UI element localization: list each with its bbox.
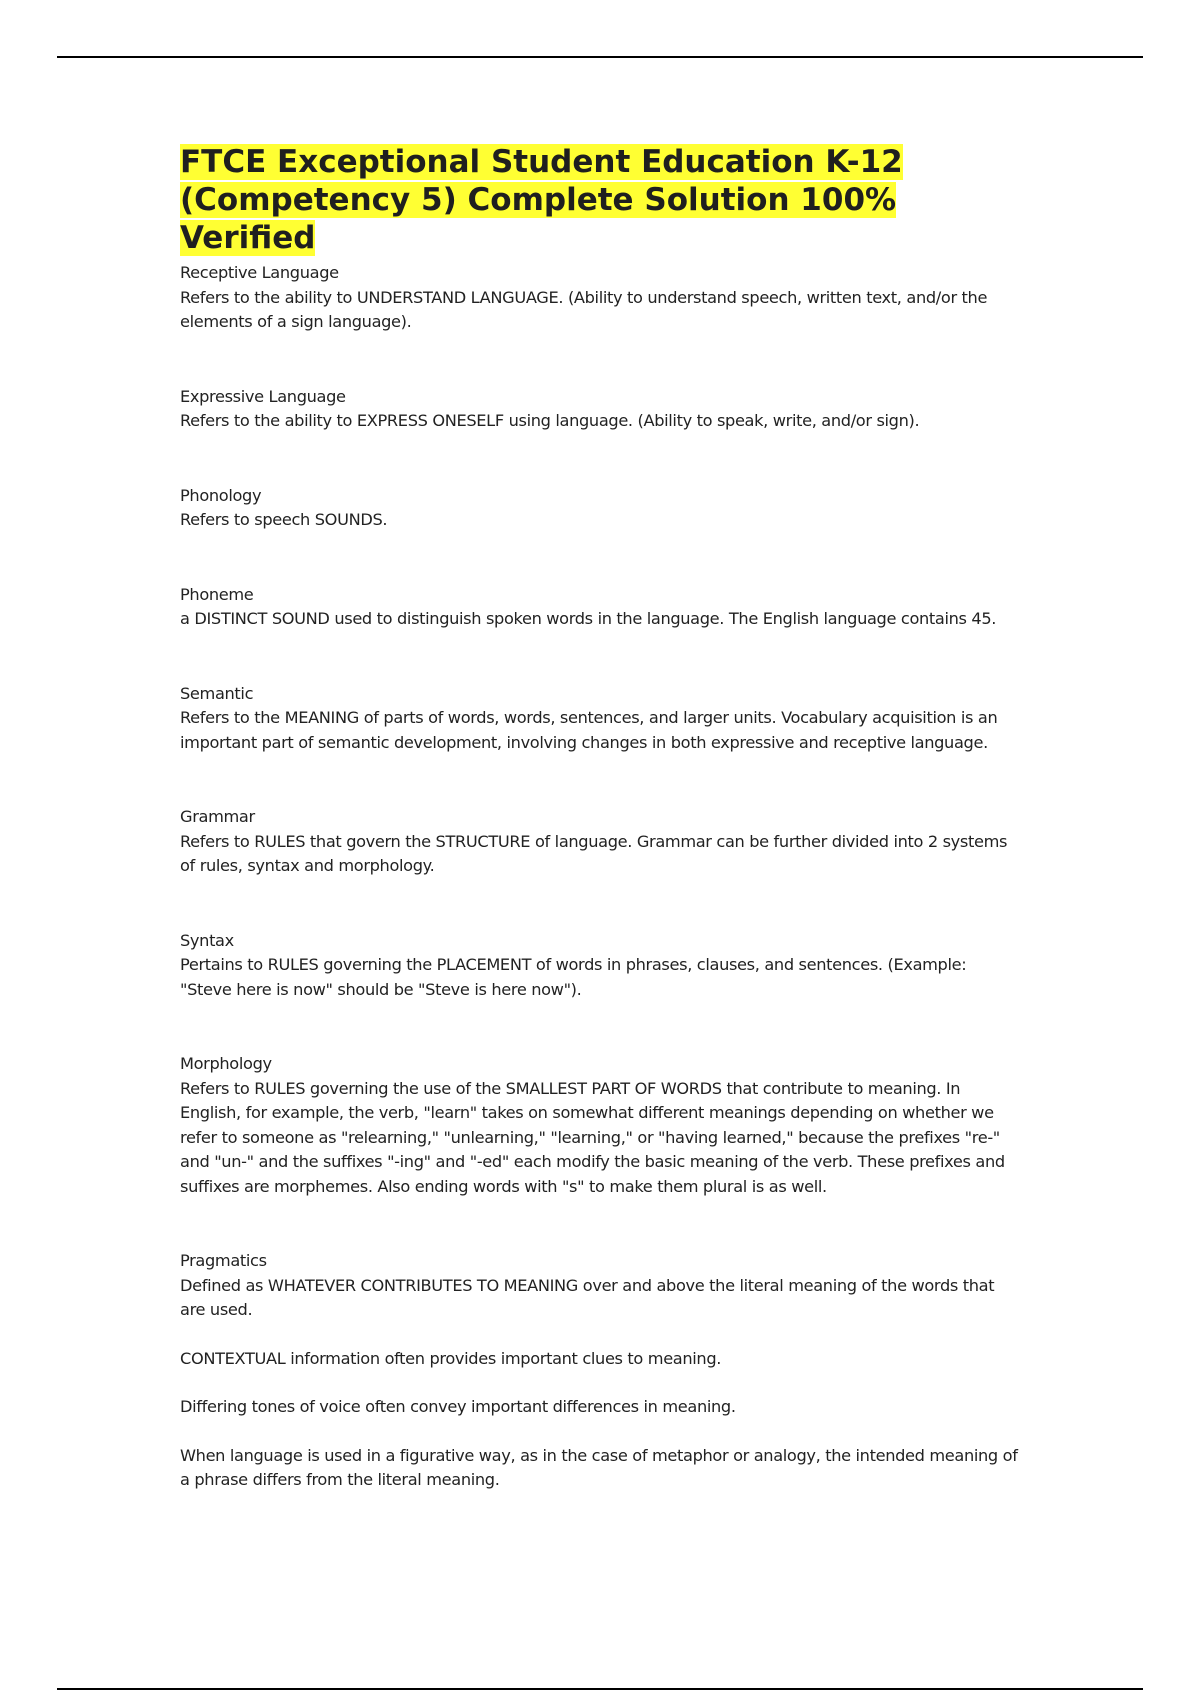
entry-term: Pragmatics: [180, 1251, 267, 1270]
definition-paragraph: Refers to RULES governing the use of the SMALLEST PART OF WORDS that contribute to meaning. In English, for example, the verb, "learn" takes on somewhat different meanings depending on whether we refer to someone as "relearning," "unlearning," "learning," or "having learned," because the prefixes "re-" and "un-" and the suffixes "-ing" and "-ed" each modify the basic meaning of the verb. These prefixes and suffixes are morphemes. Also ending words with "s" to make them plural is as well.: [180, 1078, 1005, 1196]
definition-paragraph: Refers to the ability to EXPRESS ONESELF using language. (Ability to speak, write, and/or sign).: [180, 411, 920, 430]
entry-definition: [180, 508, 1020, 533]
document-title: [180, 143, 1020, 257]
glossary-entry: [180, 261, 1020, 335]
glossary-entries: [180, 261, 1020, 1493]
entry-definition: [180, 409, 1020, 434]
definition-paragraph: Pertains to RULES governing the PLACEMENT of words in phrases, clauses, and sentences. (Example: "Steve here is now" should be "Steve is here now").: [180, 955, 967, 999]
title-highlight: FTCE Exceptional Student Education K-12 (Competency 5) Complete Solution 100% Verified: [180, 144, 903, 256]
definition-paragraph: a DISTINCT SOUND used to distinguish spoken words in the language. The English language contains 45.: [180, 609, 997, 628]
entry-term: Grammar: [180, 807, 255, 826]
definition-paragraph: When language is used in a figurative way, as in the case of metaphor or analogy, the intended meaning of a phrase differs from the literal meaning.: [180, 1445, 1018, 1489]
page-top-rule: [57, 56, 1143, 58]
glossary-entry: [180, 385, 1020, 434]
entry-definition: [180, 830, 1020, 879]
glossary-entry: [180, 484, 1020, 533]
glossary-entry: [180, 805, 1020, 879]
entry-term: Receptive Language: [180, 263, 339, 282]
entry-definition: [180, 1274, 1020, 1493]
glossary-entry: [180, 583, 1020, 632]
entry-term: Phonology: [180, 485, 262, 505]
entry-term: Phoneme: [180, 584, 254, 604]
entry-term: Syntax: [180, 930, 234, 950]
entry-definition: [180, 706, 1020, 755]
definition-paragraph: CONTEXTUAL information often provides important clues to meaning.: [180, 1348, 722, 1368]
definition-paragraph: Refers to RULES that govern the STRUCTURE of language. Grammar can be further divided into 2 systems of rules, syntax and morphology.: [180, 831, 1008, 875]
entry-term: Morphology: [180, 1054, 272, 1073]
entry-term: Expressive Language: [180, 386, 346, 406]
glossary-entry: [180, 682, 1020, 756]
entry-term: Semantic: [180, 683, 254, 703]
definition-paragraph: Refers to the MEANING of parts of words, words, sentences, and larger units. Vocabulary acquisition is an important part of semantic development, involving changes in both expressive and receptive language.: [180, 708, 998, 752]
glossary-entry: [180, 929, 1020, 1003]
document-body: [180, 143, 1020, 1493]
entry-definition: [180, 953, 1020, 1002]
page-bottom-rule: [57, 1688, 1143, 1690]
glossary-entry: [180, 1052, 1020, 1199]
definition-paragraph: Refers to the ability to UNDERSTAND LANGUAGE. (Ability to understand speech, written text, and/or the elements of a sign language).: [180, 287, 988, 331]
definition-paragraph: Differing tones of voice often convey important differences in meaning.: [180, 1397, 736, 1416]
definition-paragraph: Defined as WHATEVER CONTRIBUTES TO MEANING over and above the literal meaning of the words that are used.: [180, 1275, 995, 1319]
entry-definition: [180, 1077, 1020, 1200]
definition-paragraph: Refers to speech SOUNDS.: [180, 510, 388, 529]
entry-definition: [180, 286, 1020, 335]
glossary-entry: [180, 1249, 1020, 1493]
entry-definition: [180, 607, 1020, 632]
